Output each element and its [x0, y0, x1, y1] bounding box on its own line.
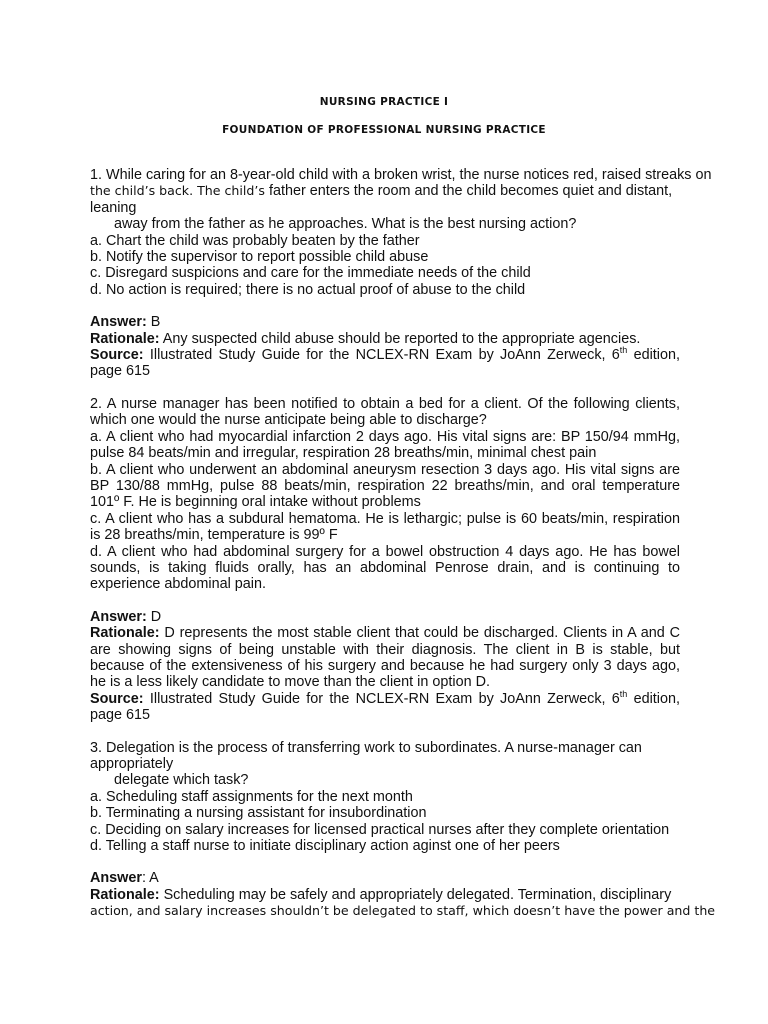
- question-3-option-a: a. Scheduling staff assignments for the next month: [90, 788, 413, 805]
- question-1: [90, 167, 712, 298]
- question-1-option-c: c. Disregard suspicions and care for the immediate needs of the child: [90, 265, 531, 282]
- source-label: Source:: [90, 690, 144, 707]
- source-label: Source:: [90, 347, 144, 364]
- source-2: [90, 688, 680, 724]
- source-text-end: edition, page 615: [90, 347, 680, 380]
- answer-1: [90, 314, 680, 330]
- document-body: [90, 167, 716, 920]
- question-3-option-d: d. Telling a staff nurse to initiate disciplinary action aginst one of her peers: [90, 838, 560, 855]
- question-1-stem-rest: father enters the room and the child becomes quiet and distant,: [264, 183, 673, 200]
- question-1-stem-line-4: away from the father as he approaches. What is the best nursing action?: [114, 216, 577, 233]
- answer-label: Answer: [90, 870, 142, 887]
- source-1: [90, 347, 680, 380]
- question-1-stem-line-2: [90, 183, 680, 199]
- answer-2: [90, 609, 680, 625]
- question-3-option-c: c. Deciding on salary increases for licensed practical nurses after they complete orientation: [90, 821, 670, 838]
- source-superscript: th: [619, 345, 628, 356]
- answer-block-1: [90, 314, 680, 380]
- answer-label: Answer:: [90, 608, 147, 625]
- rationale-3-continued: action, and salary increases shouldn’t be delegated to staff, which doesn’t have the power and the: [90, 903, 716, 919]
- answer-block-2: [90, 609, 680, 724]
- rationale-label: Rationale:: [90, 886, 160, 903]
- source-text: Illustrated Study Guide for the NCLEX-RN Exam by JoAnn Zerweck, 6: [143, 347, 620, 364]
- source-text-end: edition, page 615: [90, 690, 680, 724]
- question-2-option-c: c. A client who has a subdural hematoma. He is lethargic; pulse is 60 beats/min, respiration is 28 breaths/min, temperature is 99º F: [90, 510, 680, 544]
- document-subtitle: FOUNDATION OF PROFESSIONAL NURSING PRACTICE: [222, 124, 546, 136]
- rationale-1: [90, 331, 680, 347]
- question-1-stem-line-3: leaning: [90, 199, 137, 216]
- source-superscript: th: [619, 688, 628, 699]
- question-1-option-d: d. No action is required; there is no actual proof of abuse to the child: [90, 281, 526, 298]
- question-2: [90, 396, 680, 593]
- rationale-label: Rationale:: [90, 625, 160, 642]
- answer-value: D: [146, 608, 162, 625]
- answer-value: B: [146, 314, 161, 331]
- question-1-option-a: a. Chart the child was probably beaten by the father: [90, 232, 420, 249]
- answer-3: [90, 870, 680, 886]
- question-2-option-b: b. A client who underwent an abdominal aneurysm resection 3 days ago. His vital signs are BP 130/88 mmHg, pulse 88 beats/min, respiration 22 breaths/min, and oral temperature 101º F. He is beginning oral intake without problems: [90, 461, 680, 511]
- answer-block-3: [90, 870, 716, 919]
- question-3-stem-line-2: appropriately: [90, 756, 174, 772]
- rationale-2: [90, 625, 680, 691]
- answer-value: : A: [141, 870, 159, 887]
- question-1-stem-line-1: 1. While caring for an 8-year-old child with a broken wrist, the nurse notices red, raised streaks on: [90, 167, 712, 183]
- question-2-option-a: a. A client who had myocardial infarction 2 days ago. His vital signs are: BP 150/94 mmHg, pulse 84 beats/min and irregular, respiration 28 breaths/min, minimal chest pain: [90, 428, 680, 462]
- question-3-stem-line-1: 3. Delegation is the process of transferring work to subordinates. A nurse-manager can: [90, 739, 642, 756]
- question-3: [90, 740, 680, 855]
- question-1-option-b: b. Notify the supervisor to report possible child abuse: [90, 249, 429, 266]
- rationale-text: Any suspected child abuse should be reported to the appropriate agencies.: [159, 330, 641, 347]
- answer-label: Answer:: [90, 314, 147, 331]
- rationale-label: Rationale:: [90, 330, 160, 347]
- rationale-text: D represents the most stable client that could be discharged. Clients in A and C are showing signs of being unstable with their diagnosis. The client in B is stable, but because of the extensiveness of his surgery and because he had surgery only 3 days ago, he is a less likely candidate to move than the client in option D.: [90, 625, 680, 691]
- question-3-stem-line-3: delegate which task?: [114, 772, 249, 789]
- question-2-option-d: d. A client who had abdominal surgery for a bowel obstruction 4 days ago. He has bowel sounds, is taking fluids orally, has an abdominal Penrose drain, and is continuing to experience abdominal pain.: [90, 543, 680, 593]
- question-1-stem-fragment: the child’s back. The child’s: [90, 183, 265, 199]
- question-3-option-b: b. Terminating a nursing assistant for insubordination: [90, 805, 427, 822]
- rationale-text: Scheduling may be safely and appropriately delegated. Termination, disciplinary: [159, 886, 672, 903]
- question-2-stem: 2. A nurse manager has been notified to obtain a bed for a client. Of the following clients, which one would the nurse anticipate being able to discharge?: [90, 395, 680, 429]
- document-title: NURSING PRACTICE I: [319, 96, 449, 108]
- source-text: Illustrated Study Guide for the NCLEX-RN Exam by JoAnn Zerweck, 6: [143, 690, 620, 707]
- rationale-3: [90, 887, 680, 903]
